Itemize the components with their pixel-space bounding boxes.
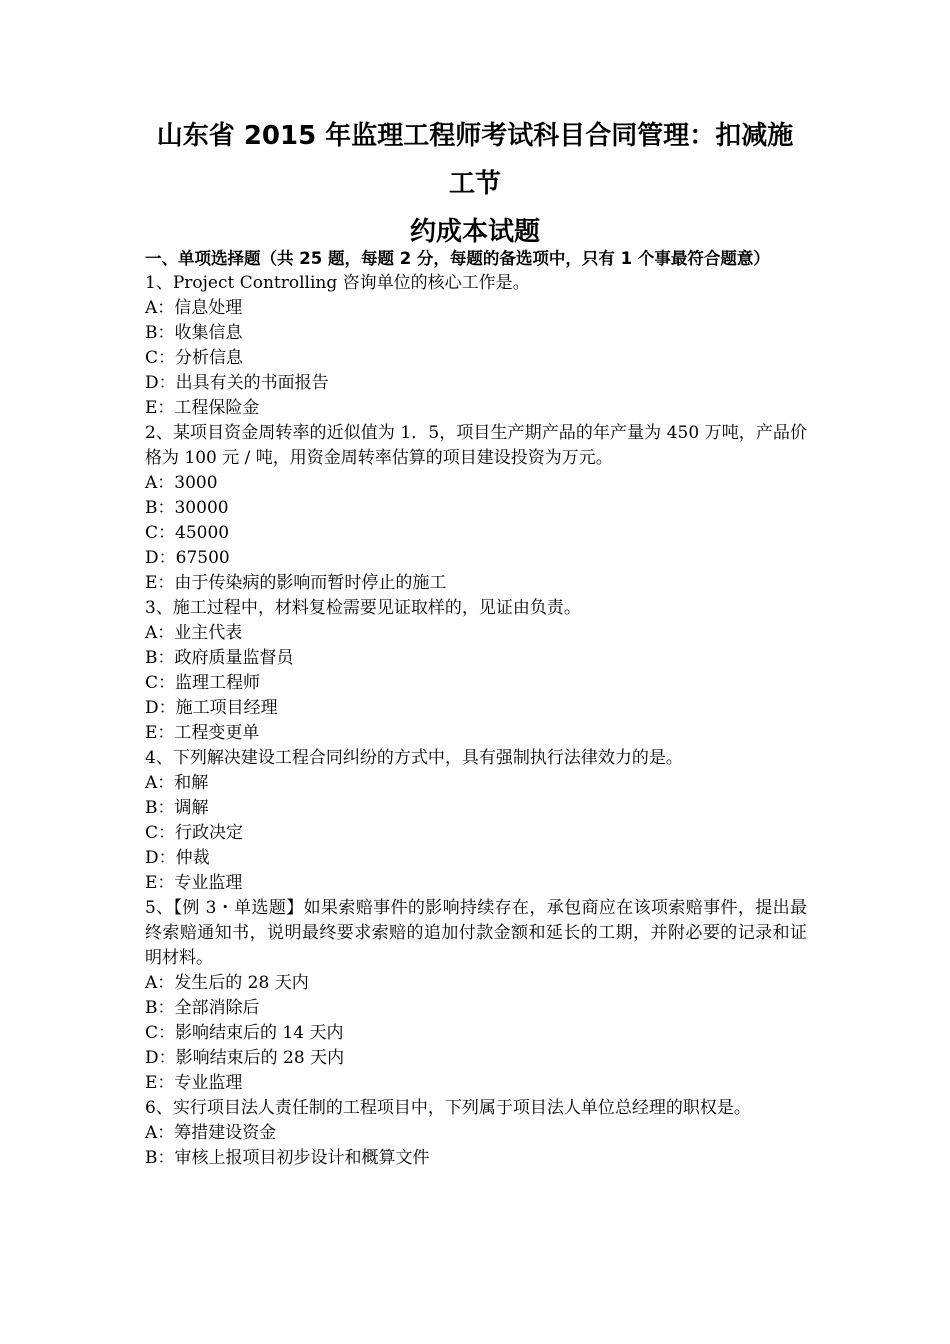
question-block-6	[145, 1096, 807, 1171]
document-title	[145, 112, 805, 256]
option-b: B：30000	[145, 498, 229, 518]
option-c: C：分析信息	[145, 348, 244, 368]
option-d: D：67500	[145, 548, 230, 568]
option-c: C：监理工程师	[145, 673, 261, 693]
question-text: 2、某项目资金周转率的近似值为 1．5，项目生产期产品的年产量为 450 万吨，产品价格为 100 元 / 吨，用资金周转率估算的项目建设投资为万元。	[145, 423, 807, 468]
option-b: B：政府质量监督员	[145, 648, 294, 668]
option-e: E：工程保险金	[145, 398, 260, 418]
document-body	[145, 246, 807, 1171]
option-a: A：信息处理	[145, 298, 243, 318]
question-text: 4、下列解决建设工程合同纠纷的方式中，具有强制执行法律效力的是。	[145, 748, 683, 768]
section-header: 一、单项选择题（共 25 题，每题 2 分，每题的备选项中，只有 1 个事最符合题意）	[145, 249, 770, 268]
option-e: E：专业监理	[145, 1073, 243, 1093]
question-block-4	[145, 746, 807, 896]
option-e: E：由于传染病的影响而暂时停止的施工	[145, 573, 447, 593]
option-e: E：工程变更单	[145, 723, 260, 743]
option-a: A：筹措建设资金	[145, 1123, 277, 1143]
option-d: D：影响结束后的 28 天内	[145, 1048, 345, 1068]
option-d: D：仲裁	[145, 848, 210, 868]
option-a: A：和解	[145, 773, 209, 793]
option-b: B：调解	[145, 798, 209, 818]
question-block-1	[145, 271, 807, 421]
option-b: B：收集信息	[145, 323, 243, 343]
question-text: 1、Project Controlling 咨询单位的核心工作是。	[145, 273, 530, 293]
question-text: 6、实行项目法人责任制的工程项目中，下列属于项目法人单位总经理的职权是。	[145, 1098, 751, 1118]
option-a: A：业主代表	[145, 623, 243, 643]
title-line-2: 约成本试题	[409, 217, 540, 247]
question-block-5	[145, 896, 807, 1096]
option-c: C：影响结束后的 14 天内	[145, 1023, 344, 1043]
option-c: C：行政决定	[145, 823, 244, 843]
option-a: A：3000	[145, 473, 218, 493]
question-text: 5、【例 3・单选题】如果索赔事件的影响持续存在，承包商应在该项索赔事件，提出最终索赔通知书，说明最终要求索赔的追加付款金额和延长的工期，并附必要的记录和证明材料。	[145, 898, 807, 968]
option-a: A：发生后的 28 天内	[145, 973, 309, 993]
option-c: C：45000	[145, 523, 230, 543]
option-b: B：审核上报项目初步设计和概算文件	[145, 1148, 430, 1168]
option-b: B：全部消除后	[145, 998, 260, 1018]
option-d: D：施工项目经理	[145, 698, 278, 718]
question-block-2	[145, 421, 807, 596]
question-text: 3、施工过程中，材料复检需要见证取样的，见证由负责。	[145, 598, 581, 618]
question-block-3	[145, 596, 807, 746]
option-d: D：出具有关的书面报告	[145, 373, 329, 393]
option-e: E：专业监理	[145, 873, 243, 893]
title-line-1: 山东省 2015 年监理工程师考试科目合同管理：扣减施工节	[156, 121, 794, 199]
